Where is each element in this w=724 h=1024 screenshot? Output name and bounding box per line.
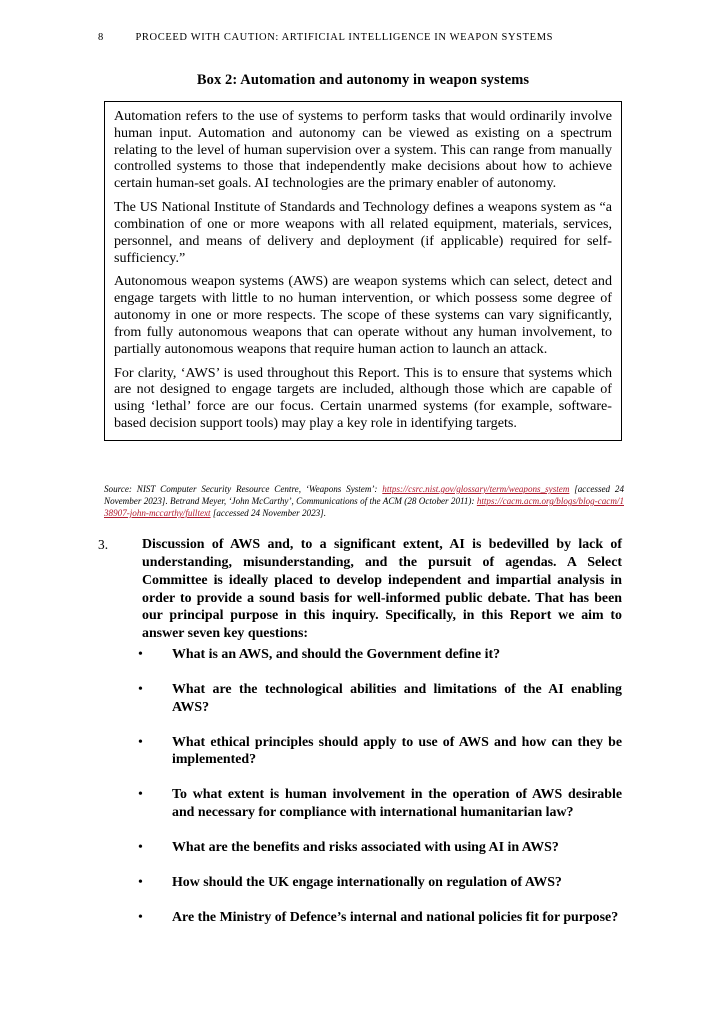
list-item-label: How should the UK engage internationally on regulation of AWS? bbox=[172, 874, 562, 890]
running-header bbox=[98, 32, 628, 43]
list-item-label: Are the Ministry of Defence’s internal and national policies fit for purpose? bbox=[172, 909, 619, 925]
list-item bbox=[136, 839, 622, 857]
page-number: 8 bbox=[98, 32, 104, 43]
box-paragraph-3: Autonomous weapon systems (AWS) are weapon systems which can select, detect and engage targets with little to no human intervention, or which possess some degree of autonomy in one or more respects. The scope of these systems can vary significantly, from fully autonomous weapons that can operate without any human involvement, to partially autonomous weapons that require human action to launch an attack. bbox=[114, 273, 612, 357]
list-item bbox=[136, 874, 622, 892]
paragraph-number: 3. bbox=[98, 537, 109, 552]
list-item-label: What are the benefits and risks associated with using AI in AWS? bbox=[172, 840, 559, 856]
definition-box bbox=[104, 101, 622, 441]
source-link-cacm[interactable]: https://cacm.acm.org/blogs/blog-cacm/138907-john-mccarthy/fulltext bbox=[104, 496, 624, 519]
source-suffix: [accessed 24 November 2023]. bbox=[210, 508, 326, 519]
bullet-icon: • bbox=[138, 734, 143, 750]
bullet-icon: • bbox=[138, 874, 143, 890]
box-paragraph-1: Automation refers to the use of systems to perform tasks that would ordinarily involve human input. Automation and autonomy can be viewed as existing on a spectrum relating to the level of human supervision over a system. This can range from manually controlled systems to those that independently make decisions about how to achieve certain human-set goals. AI technologies are the primary enabler of autonomy. bbox=[114, 108, 612, 192]
source-note bbox=[104, 483, 624, 519]
list-item-label: What ethical principles should apply to use of AWS and how can they be implemented? bbox=[172, 734, 622, 768]
box-paragraph-2: The US National Institute of Standards and Technology defines a weapons system as “a combination of one or more weapons with all related equipment, materials, services, personnel, and means of delivery and deployment (if applicable) required for self-sufficiency.” bbox=[114, 199, 612, 266]
list-item bbox=[136, 646, 622, 664]
list-item bbox=[136, 681, 622, 717]
list-item-label: To what extent is human involvement in the operation of AWS desirable and necessary for compliance with international humanitarian law? bbox=[172, 787, 622, 821]
bullet-icon: • bbox=[138, 647, 143, 662]
box-title: Box 2: Automation and autonomy in weapon systems bbox=[196, 72, 530, 88]
bullet-icon: • bbox=[138, 787, 143, 803]
list-item bbox=[136, 786, 622, 822]
bullet-icon: • bbox=[138, 840, 143, 856]
bullet-icon: • bbox=[138, 681, 143, 697]
paragraph-body: Discussion of AWS and, to a significant extent, AI is bedevilled by lack of understanding, misunderstanding, and the pursuit of agendas. A Select Committee is ideally placed to develop independent and impartial analysis in order to provide a sound basis for well-informed public debate. That has been our principal purpose in this inquiry. Specifically, in this Report we aim to answer seven key questions: bbox=[142, 537, 622, 642]
source-mid: [accessed 24 November 2023]. Betrand Meyer, ‘John McCarthy’, Communications of the ACM (28 October 2011): bbox=[104, 484, 624, 507]
running-title: PROCEED WITH CAUTION: ARTIFICIAL INTELLIGENCE IN WEAPON SYSTEMS bbox=[135, 32, 554, 43]
source-link-nist[interactable]: https://csrc.nist.gov/glossary/term/weapons_system bbox=[382, 484, 570, 494]
source-prefix: Source: NIST Computer Security Resource Centre, ‘Weapons System’: bbox=[104, 484, 383, 494]
box-paragraph-4: For clarity, ‘AWS’ is used throughout this Report. This is to ensure that systems which are not designed to engage targets are included, although those which are capable of using ‘lethal’ force are our focus. Certain unarmed systems (for example, software-based decision support tools) may play a key role in identifying targets. bbox=[114, 364, 612, 432]
key-questions-list bbox=[136, 646, 622, 927]
list-item-label: What is an AWS, and should the Government define it? bbox=[172, 647, 501, 662]
list-item bbox=[136, 734, 622, 770]
bullet-icon: • bbox=[138, 909, 143, 925]
list-item bbox=[136, 909, 622, 927]
numbered-paragraph-3 bbox=[98, 536, 622, 643]
list-item-label: What are the technological abilities and limitations of the AI enabling AWS? bbox=[172, 681, 622, 715]
